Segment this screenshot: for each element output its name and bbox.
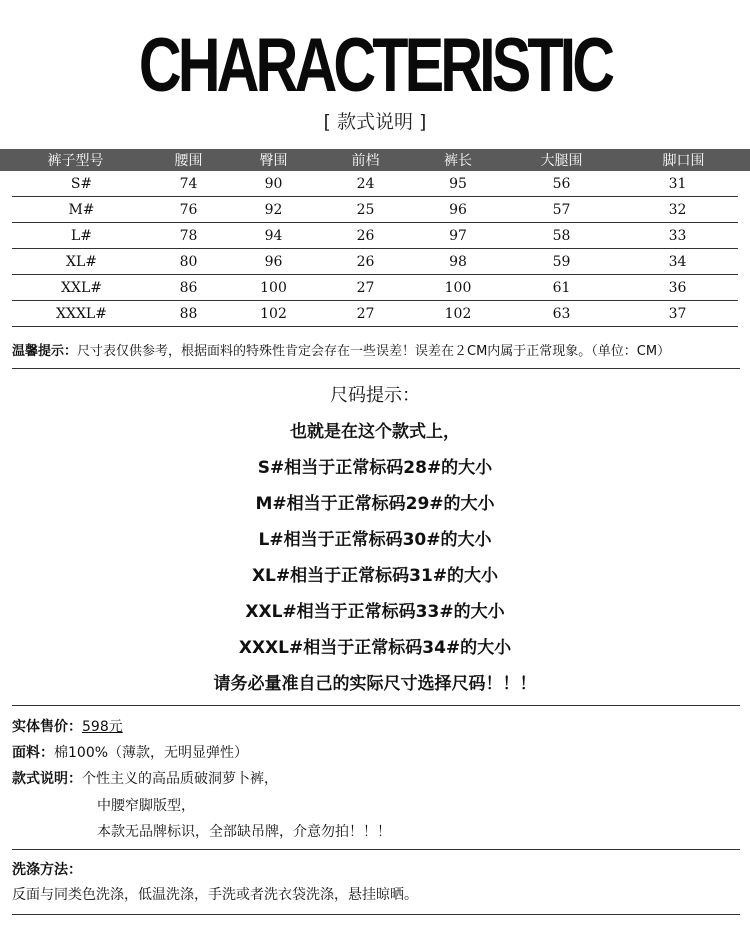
table-cell: 98 bbox=[449, 253, 467, 270]
wash-text: 反面与同类色洗涤，低温洗涤，手洗或者洗衣袋洗涤，悬挂晾晒。 bbox=[12, 887, 418, 903]
table-cell: 59 bbox=[552, 253, 571, 270]
header-cell: 腰围 bbox=[174, 153, 203, 169]
header-cell: 裤子型号 bbox=[47, 153, 104, 169]
table-cell: 32 bbox=[668, 201, 687, 218]
fabric-value: 棉100%（薄款，无明显弹性） bbox=[54, 745, 249, 761]
table-cell: 100 bbox=[444, 279, 472, 296]
table-cell: 74 bbox=[179, 175, 198, 192]
table-cell: L# bbox=[70, 227, 93, 244]
divider bbox=[12, 914, 740, 915]
header-cell: 臀围 bbox=[259, 153, 288, 169]
table-cell: 92 bbox=[264, 201, 283, 218]
table-cell: 63 bbox=[552, 305, 571, 322]
price-label: 实体售价： bbox=[12, 719, 82, 735]
table-row bbox=[12, 249, 738, 275]
size-note bbox=[12, 340, 670, 359]
table-cell: 80 bbox=[179, 253, 198, 270]
table-cell: 76 bbox=[179, 201, 198, 218]
table-cell: XXXL# bbox=[56, 305, 107, 322]
table-cell: 27 bbox=[356, 279, 375, 296]
header-cell: 裤长 bbox=[444, 153, 472, 169]
size-tip-line: 请务必量准自己的实际尺寸选择尺码！！！ bbox=[213, 674, 537, 694]
size-tip-line: XL#相当于正常标码31#的大小 bbox=[251, 566, 499, 586]
fabric-label: 面料： bbox=[12, 745, 54, 761]
note-text: 尺寸表仅供参考，根据面料的特殊性肯定会存在一些误差！误差在２CM内属于正常现象。（单位：CM） bbox=[77, 344, 671, 359]
table-cell: 95 bbox=[449, 175, 467, 192]
table-cell: 100 bbox=[260, 279, 287, 296]
table-row bbox=[12, 275, 738, 301]
table-cell: 94 bbox=[264, 227, 283, 244]
style-line bbox=[12, 768, 278, 788]
table-cell: 26 bbox=[356, 253, 375, 270]
size-tip-line: M#相当于正常标码29#的大小 bbox=[255, 494, 495, 514]
table-cell: 27 bbox=[356, 305, 375, 322]
table-cell: 56 bbox=[552, 175, 571, 192]
size-table-header bbox=[0, 149, 750, 171]
table-cell: 78 bbox=[179, 227, 198, 244]
table-cell: 31 bbox=[668, 175, 687, 192]
style-desc-line: 中腰窄脚版型， bbox=[97, 798, 195, 814]
page-title: CHARACTERISTIC bbox=[138, 23, 612, 108]
wash-label-text: 洗涤方法： bbox=[12, 862, 82, 878]
table-cell: 102 bbox=[260, 305, 287, 322]
table-cell: 97 bbox=[449, 227, 467, 244]
table-row bbox=[12, 197, 738, 223]
divider bbox=[12, 368, 740, 369]
table-cell: 102 bbox=[444, 305, 472, 322]
table-cell: 61 bbox=[552, 279, 571, 296]
price-line bbox=[12, 716, 123, 736]
size-tip-line: L#相当于正常标码30#的大小 bbox=[258, 530, 492, 550]
table-row bbox=[12, 223, 738, 249]
header-cell: 脚口围 bbox=[662, 153, 705, 169]
table-cell: 88 bbox=[179, 305, 198, 322]
price-value: 598元 bbox=[82, 719, 123, 735]
table-cell: 36 bbox=[668, 279, 687, 296]
header-cell: 大腿围 bbox=[540, 153, 583, 169]
wash-label bbox=[12, 859, 82, 879]
header-cell: 前档 bbox=[351, 153, 380, 169]
table-cell: 25 bbox=[356, 201, 375, 218]
table-row bbox=[12, 301, 738, 327]
table-cell: 58 bbox=[552, 227, 571, 244]
table-cell: 26 bbox=[356, 227, 375, 244]
table-cell: 37 bbox=[668, 305, 687, 322]
size-tip-line: XXL#相当于正常标码33#的大小 bbox=[245, 602, 505, 622]
table-cell: 24 bbox=[356, 175, 375, 192]
table-cell: 34 bbox=[668, 253, 687, 270]
style-desc-line: 本款无品牌标识，全部缺吊牌，介意勿拍！！！ bbox=[97, 824, 391, 840]
size-tips bbox=[0, 382, 750, 706]
table-cell: XL# bbox=[66, 253, 97, 270]
fabric-line bbox=[12, 742, 248, 762]
size-table-body bbox=[0, 171, 750, 327]
size-tip-line: S#相当于正常标码28#的大小 bbox=[257, 458, 493, 478]
table-cell: 86 bbox=[179, 279, 198, 296]
table-cell: 90 bbox=[264, 175, 283, 192]
size-tip-line: XXXL#相当于正常标码34#的大小 bbox=[238, 638, 512, 658]
size-tips-heading: 尺码提示： bbox=[330, 385, 420, 406]
style-label: 款式说明： bbox=[12, 771, 82, 787]
table-cell: 57 bbox=[552, 201, 571, 218]
divider bbox=[12, 705, 740, 706]
table-cell: 33 bbox=[668, 227, 687, 244]
size-tip-line: 也就是在这个款式上， bbox=[290, 422, 460, 442]
note-label: 温馨提示： bbox=[12, 344, 78, 359]
table-cell: XXL# bbox=[61, 279, 102, 296]
style-desc-line: 个性主义的高品质破洞萝卜裤， bbox=[82, 771, 278, 787]
table-cell: S# bbox=[70, 175, 93, 192]
table-cell: 96 bbox=[264, 253, 283, 270]
table-row bbox=[12, 171, 738, 197]
table-cell: 96 bbox=[449, 201, 467, 218]
table-cell: M# bbox=[68, 201, 95, 218]
divider bbox=[12, 849, 740, 850]
page-subtitle: [ 款式说明 ] bbox=[323, 111, 427, 133]
